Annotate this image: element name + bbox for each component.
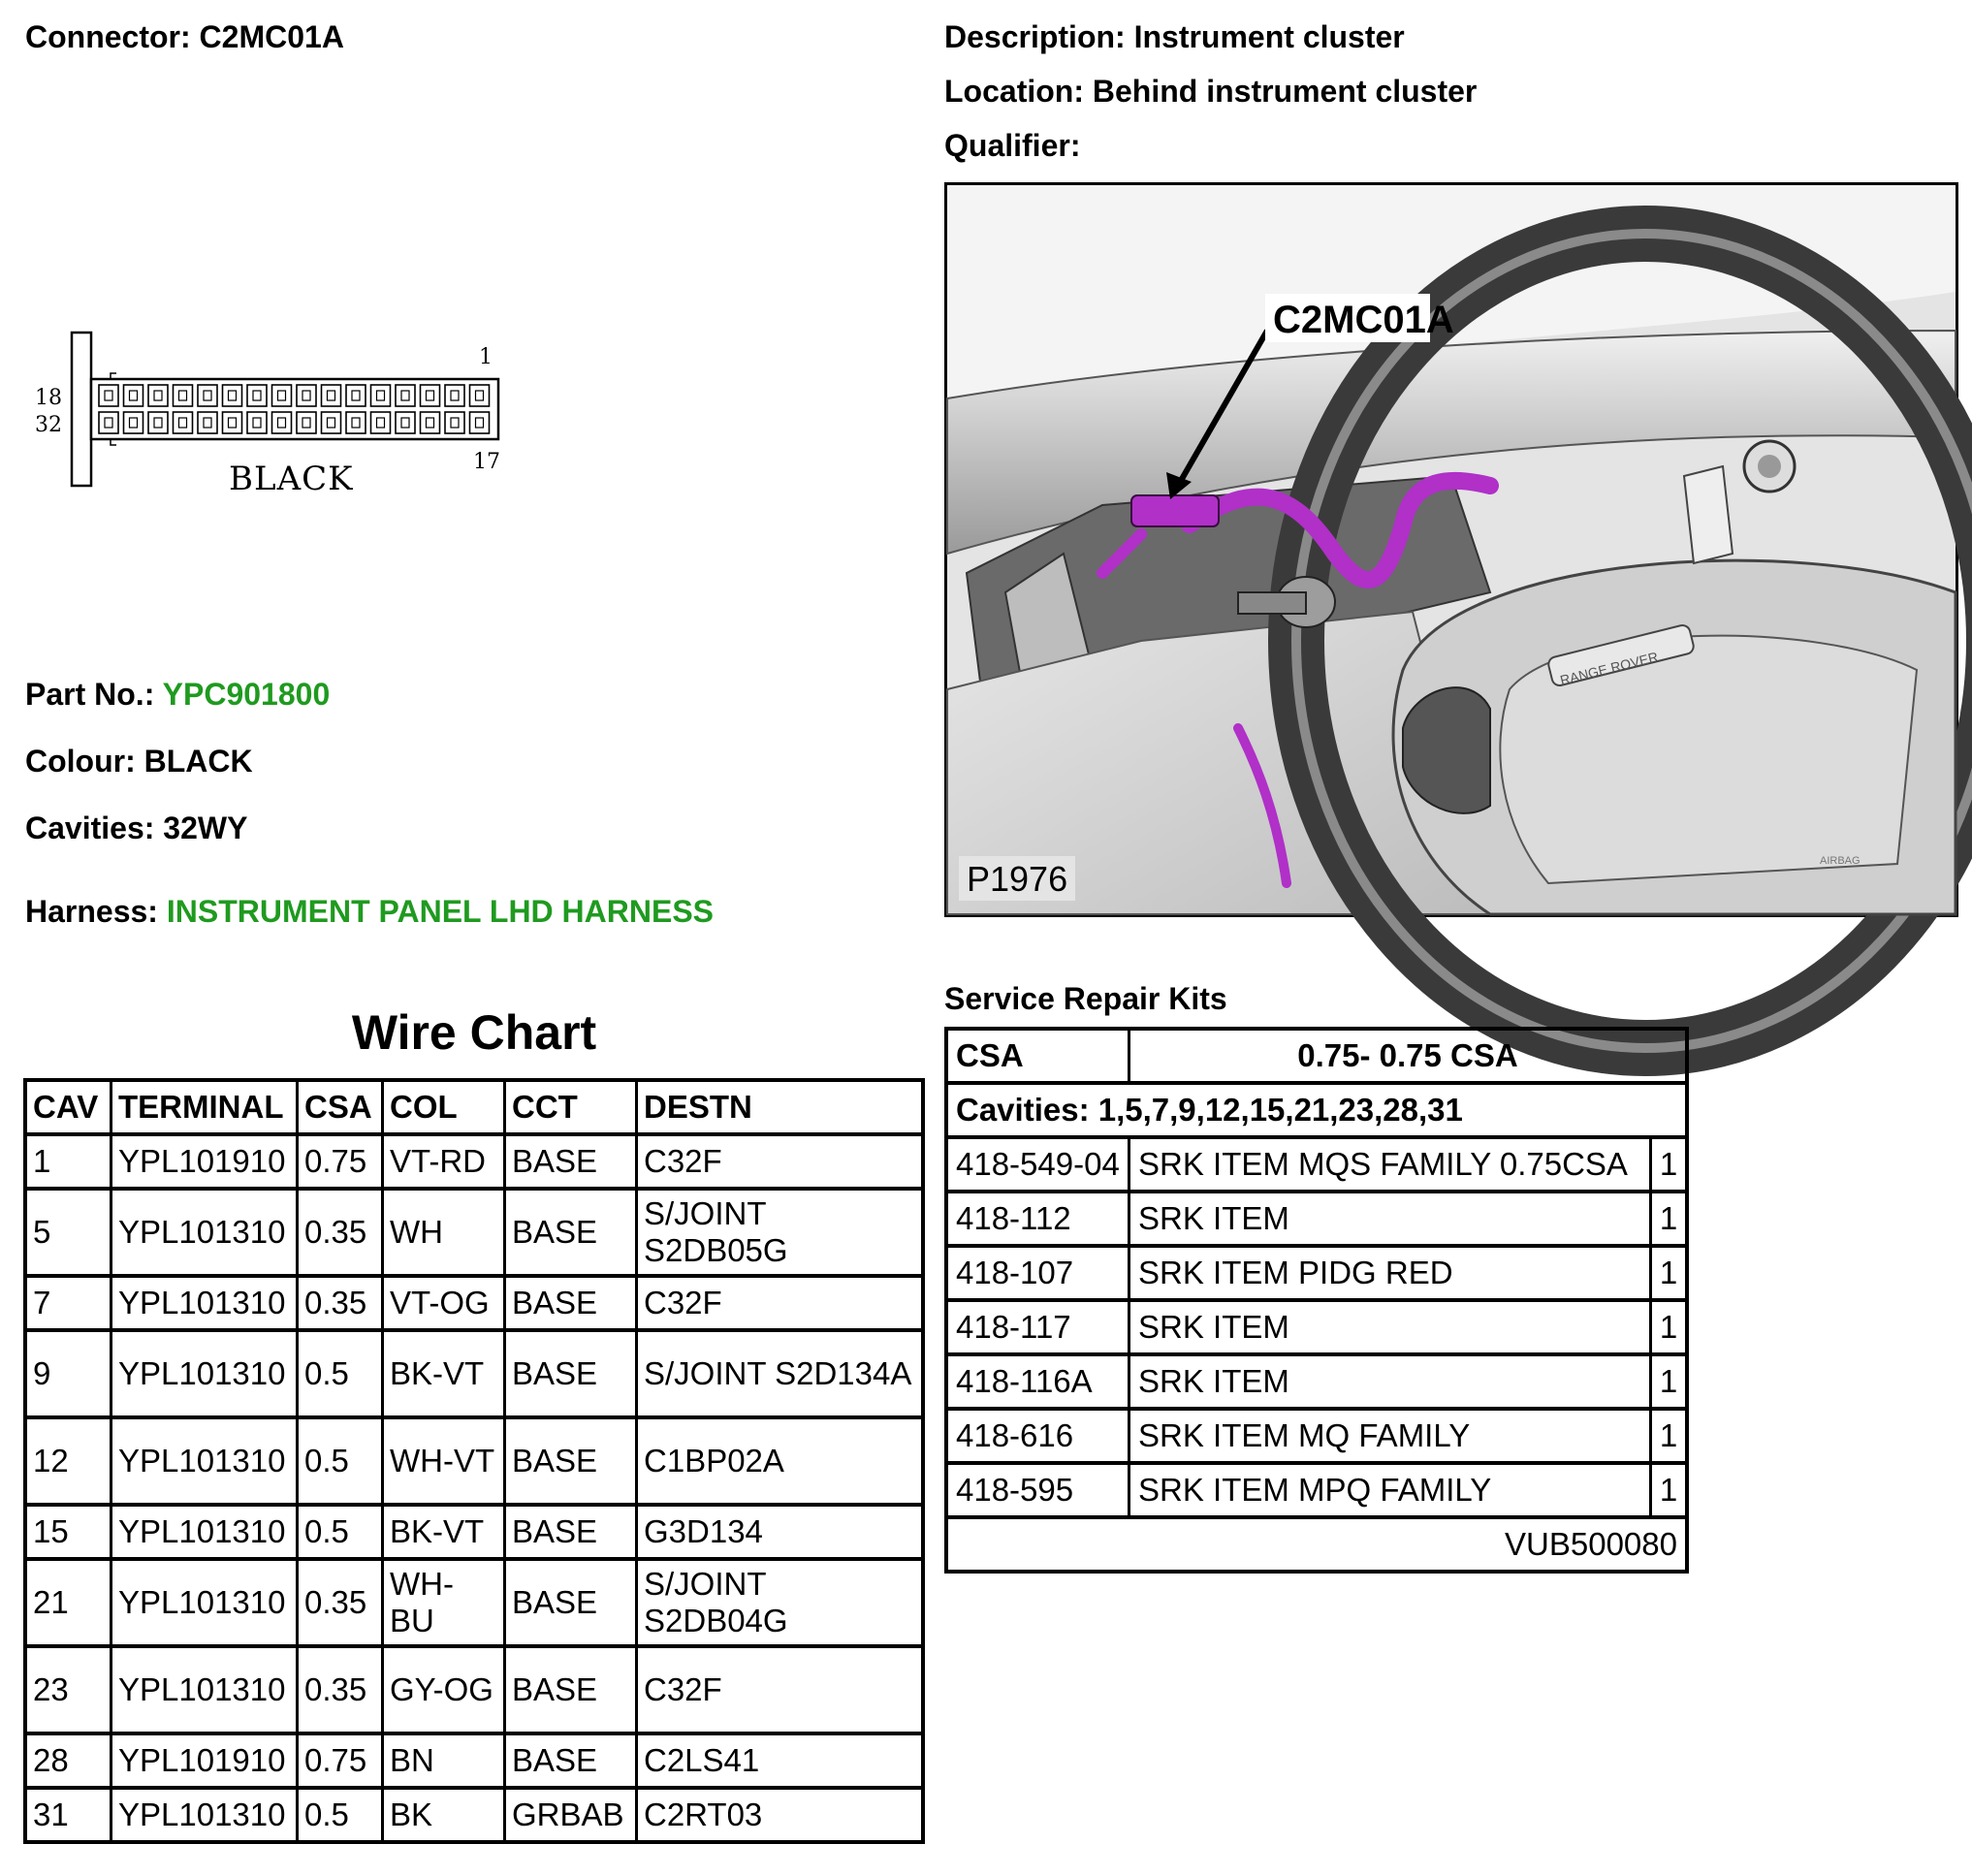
cavity <box>124 412 143 433</box>
table-row <box>948 1139 1685 1193</box>
table-row <box>27 1419 921 1507</box>
cell-terminal: YPL101910 <box>112 1136 299 1191</box>
cell-csa: 0.35 <box>299 1648 384 1735</box>
cell-terminal: YPL101310 <box>112 1278 299 1332</box>
cell-destn: S/JOINT S2D134A <box>638 1332 921 1419</box>
cavity <box>346 385 366 406</box>
srk-desc: SRK ITEM <box>1130 1302 1652 1356</box>
table-row <box>27 1136 921 1191</box>
cell-destn: C32F <box>638 1136 921 1191</box>
cavity <box>247 385 267 406</box>
cell-cct: BASE <box>506 1507 638 1561</box>
cell-destn: G3D134 <box>638 1507 921 1561</box>
cavity <box>148 412 168 433</box>
cell-terminal: YPL101310 <box>112 1332 299 1419</box>
cell-cav: 31 <box>27 1790 112 1840</box>
wire-chart-table <box>23 1078 925 1844</box>
srk-cavities-row <box>948 1085 1685 1139</box>
photo-callout: C2MC01A <box>1273 299 1454 341</box>
srk-csa-row <box>948 1031 1685 1085</box>
cell-cct: BASE <box>506 1332 638 1419</box>
cavity <box>272 385 292 406</box>
cell-col: WH <box>384 1191 506 1278</box>
srk-csa-label: CSA <box>948 1031 1130 1085</box>
colour-label: Colour: <box>25 744 136 779</box>
table-row <box>948 1465 1685 1519</box>
table-row <box>27 1790 921 1840</box>
cavity <box>198 385 217 406</box>
col-header-cct: CCT <box>506 1082 638 1136</box>
cell-destn: C32F <box>638 1648 921 1735</box>
cavity <box>445 385 464 406</box>
cell-terminal: YPL101310 <box>112 1790 299 1840</box>
srk-desc: SRK ITEM MQS FAMILY 0.75CSA <box>1130 1139 1652 1193</box>
table-row <box>948 1356 1685 1411</box>
cavity <box>322 385 341 406</box>
harness-line <box>25 896 714 927</box>
wire-chart-title: Wire Chart <box>351 1005 597 1060</box>
srk-desc: SRK ITEM MQ FAMILY <box>1130 1411 1652 1465</box>
srk-qty: 1 <box>1652 1356 1685 1411</box>
table-row <box>27 1191 921 1278</box>
cell-terminal: YPL101310 <box>112 1191 299 1278</box>
col-header-csa: CSA <box>299 1082 384 1136</box>
cavity <box>99 385 118 406</box>
cavity <box>124 385 143 406</box>
wire-chart-header-row <box>27 1082 921 1136</box>
cavity <box>99 412 118 433</box>
cell-col: BN <box>384 1735 506 1790</box>
cell-destn: S/JOINT S2DB05G <box>638 1191 921 1278</box>
airbag-text: AIRBAG <box>1820 855 1861 867</box>
table-row <box>27 1648 921 1735</box>
location-photo <box>944 182 1958 917</box>
cell-col: BK-VT <box>384 1332 506 1419</box>
table-row <box>948 1248 1685 1302</box>
cell-terminal: YPL101910 <box>112 1735 299 1790</box>
cell-destn: S/JOINT S2DB04G <box>638 1561 921 1648</box>
cavities-value: 32WY <box>163 811 248 845</box>
cavity <box>247 412 267 433</box>
cavity <box>421 412 440 433</box>
cell-col: VT-OG <box>384 1278 506 1332</box>
pin-label-bottom-right: 17 <box>473 450 500 474</box>
srk-code: 418-116A <box>948 1356 1130 1411</box>
cavity <box>445 412 464 433</box>
table-row <box>948 1411 1685 1465</box>
pin-label-bottom-left: 32 <box>35 413 62 437</box>
connector-face-diagram <box>35 325 524 499</box>
cell-cav: 7 <box>27 1278 112 1332</box>
cavity <box>297 385 316 406</box>
cell-col: BK <box>384 1790 506 1840</box>
cell-terminal: YPL101310 <box>112 1507 299 1561</box>
cell-cav: 1 <box>27 1136 112 1191</box>
cell-csa: 0.35 <box>299 1191 384 1278</box>
cell-terminal: YPL101310 <box>112 1648 299 1735</box>
srk-footer-code: VUB500080 <box>1505 1526 1677 1562</box>
cavity <box>470 385 490 406</box>
cell-destn: C1BP02A <box>638 1419 921 1507</box>
cavity <box>297 412 316 433</box>
cavity <box>371 412 391 433</box>
location-illustration <box>947 185 1956 914</box>
cell-cct: BASE <box>506 1191 638 1278</box>
cell-cct: BASE <box>506 1419 638 1507</box>
cavities-label: Cavities: <box>25 811 155 845</box>
cavity <box>371 385 391 406</box>
srk-code: 418-107 <box>948 1248 1130 1302</box>
cell-csa: 0.35 <box>299 1561 384 1648</box>
cavity <box>223 412 242 433</box>
srk-code: 418-117 <box>948 1302 1130 1356</box>
cell-cct: BASE <box>506 1735 638 1790</box>
description-line <box>944 21 1405 52</box>
colour-line <box>25 746 253 777</box>
cavity <box>421 385 440 406</box>
cavity <box>223 385 242 406</box>
cell-destn: C2RT03 <box>644 1797 763 1832</box>
cell-csa: 0.35 <box>299 1278 384 1332</box>
srk-qty: 1 <box>1652 1465 1685 1519</box>
srk-code: 418-595 <box>948 1465 1130 1519</box>
table-row <box>27 1278 921 1332</box>
cavity <box>198 412 217 433</box>
cell-csa: 0.75 <box>299 1735 384 1790</box>
description-value: Instrument cluster <box>1133 19 1405 54</box>
cell-csa: 0.5 <box>299 1332 384 1419</box>
cell-cav: 12 <box>27 1419 112 1507</box>
srk-qty: 1 <box>1652 1193 1685 1248</box>
srk-csa-range: 0.75- 0.75 CSA <box>1130 1031 1685 1085</box>
cell-cav: 28 <box>27 1735 112 1790</box>
srk-desc: SRK ITEM <box>1130 1356 1652 1411</box>
qualifier-line <box>944 130 1080 161</box>
cell-terminal: YPL101310 <box>112 1419 299 1507</box>
cavity <box>148 385 168 406</box>
connector-value: C2MC01A <box>199 19 344 54</box>
srk-desc: SRK ITEM <box>1130 1193 1652 1248</box>
cavity <box>346 412 366 433</box>
service-repair-kits-table <box>944 1027 1689 1574</box>
cavity <box>174 412 193 433</box>
cell-terminal: YPL101310 <box>112 1561 299 1648</box>
cell-destn: C32F <box>638 1278 921 1332</box>
table-row <box>948 1193 1685 1248</box>
table-row <box>27 1735 921 1790</box>
srk-desc: SRK ITEM PIDG RED <box>1130 1248 1652 1302</box>
location-label: Location: <box>944 74 1084 109</box>
cell-col: BK-VT <box>384 1507 506 1561</box>
connector-colour-label: BLACK <box>229 460 354 498</box>
cell-csa: 0.75 <box>299 1136 384 1191</box>
pin-label-top-right: 1 <box>479 345 493 369</box>
badge-text: RANGE ROVER <box>1558 649 1660 688</box>
cell-cav: 9 <box>27 1332 112 1419</box>
cell-cav: 21 <box>27 1561 112 1648</box>
col-header-destn: DESTN <box>638 1082 921 1136</box>
cell-cav: 15 <box>27 1507 112 1561</box>
cell-cct: BASE <box>506 1648 638 1735</box>
cell-cav: 5 <box>27 1191 112 1278</box>
cell-cct: BASE <box>506 1561 638 1648</box>
srk-qty: 1 <box>1652 1411 1685 1465</box>
srk-qty: 1 <box>1652 1302 1685 1356</box>
cavity <box>174 385 193 406</box>
connector-flange <box>72 333 91 486</box>
cell-col: WH-BU <box>384 1561 506 1648</box>
connector-label: Connector: <box>25 19 191 54</box>
part-number-label: Part No.: <box>25 677 155 712</box>
colour-value: BLACK <box>143 744 253 779</box>
cell-col: WH-VT <box>384 1419 506 1507</box>
srk-code: 418-549-04 <box>948 1139 1130 1193</box>
connector-highlight <box>1131 495 1219 526</box>
connector-heading <box>25 21 344 52</box>
srk-desc: SRK ITEM MPQ FAMILY <box>1130 1465 1652 1519</box>
cell-destn: C2LS41 <box>638 1735 921 1790</box>
part-number-link[interactable]: YPC901800 <box>162 677 331 712</box>
srk-cavities: Cavities: 1,5,7,9,12,15,21,23,28,31 <box>948 1085 1685 1139</box>
cavity <box>470 412 490 433</box>
location-line <box>944 76 1477 107</box>
cavity <box>322 412 341 433</box>
cavities-line <box>25 812 247 843</box>
col-header-terminal: TERMINAL <box>112 1082 299 1136</box>
cell-cav: 23 <box>27 1648 112 1735</box>
cell-cct: BASE <box>506 1278 638 1332</box>
cell-cct: GRBAB <box>506 1790 638 1840</box>
col-header-cav: CAV <box>27 1082 112 1136</box>
location-value: Behind instrument cluster <box>1092 74 1478 109</box>
table-row <box>27 1507 921 1561</box>
srk-qty: 1 <box>1652 1248 1685 1302</box>
qualifier-label: Qualifier: <box>944 128 1081 163</box>
service-repair-kits-title: Service Repair Kits <box>944 981 1227 1016</box>
cell-csa: 0.5 <box>299 1790 384 1840</box>
photo-ref: P1976 <box>967 859 1068 899</box>
table-row <box>27 1561 921 1648</box>
cavity <box>272 412 292 433</box>
srk-code: 418-112 <box>948 1193 1130 1248</box>
cell-csa: 0.5 <box>299 1507 384 1561</box>
description-label: Description: <box>944 19 1126 54</box>
cavity <box>396 412 415 433</box>
pin-label-top-left: 18 <box>35 386 62 410</box>
srk-footer-row <box>948 1519 1685 1570</box>
cell-csa: 0.5 <box>299 1419 384 1507</box>
cell-col: GY-OG <box>384 1648 506 1735</box>
cavity <box>396 385 415 406</box>
table-row <box>948 1302 1685 1356</box>
harness-link[interactable]: INSTRUMENT PANEL LHD HARNESS <box>166 894 715 929</box>
table-row <box>27 1332 921 1419</box>
harness-label: Harness: <box>25 894 158 929</box>
cell-cct: BASE <box>506 1136 638 1191</box>
part-number-line <box>25 679 330 710</box>
cell-col: VT-RD <box>384 1136 506 1191</box>
col-header-col: COL <box>384 1082 506 1136</box>
srk-qty: 1 <box>1652 1139 1685 1193</box>
srk-code: 418-616 <box>948 1411 1130 1465</box>
